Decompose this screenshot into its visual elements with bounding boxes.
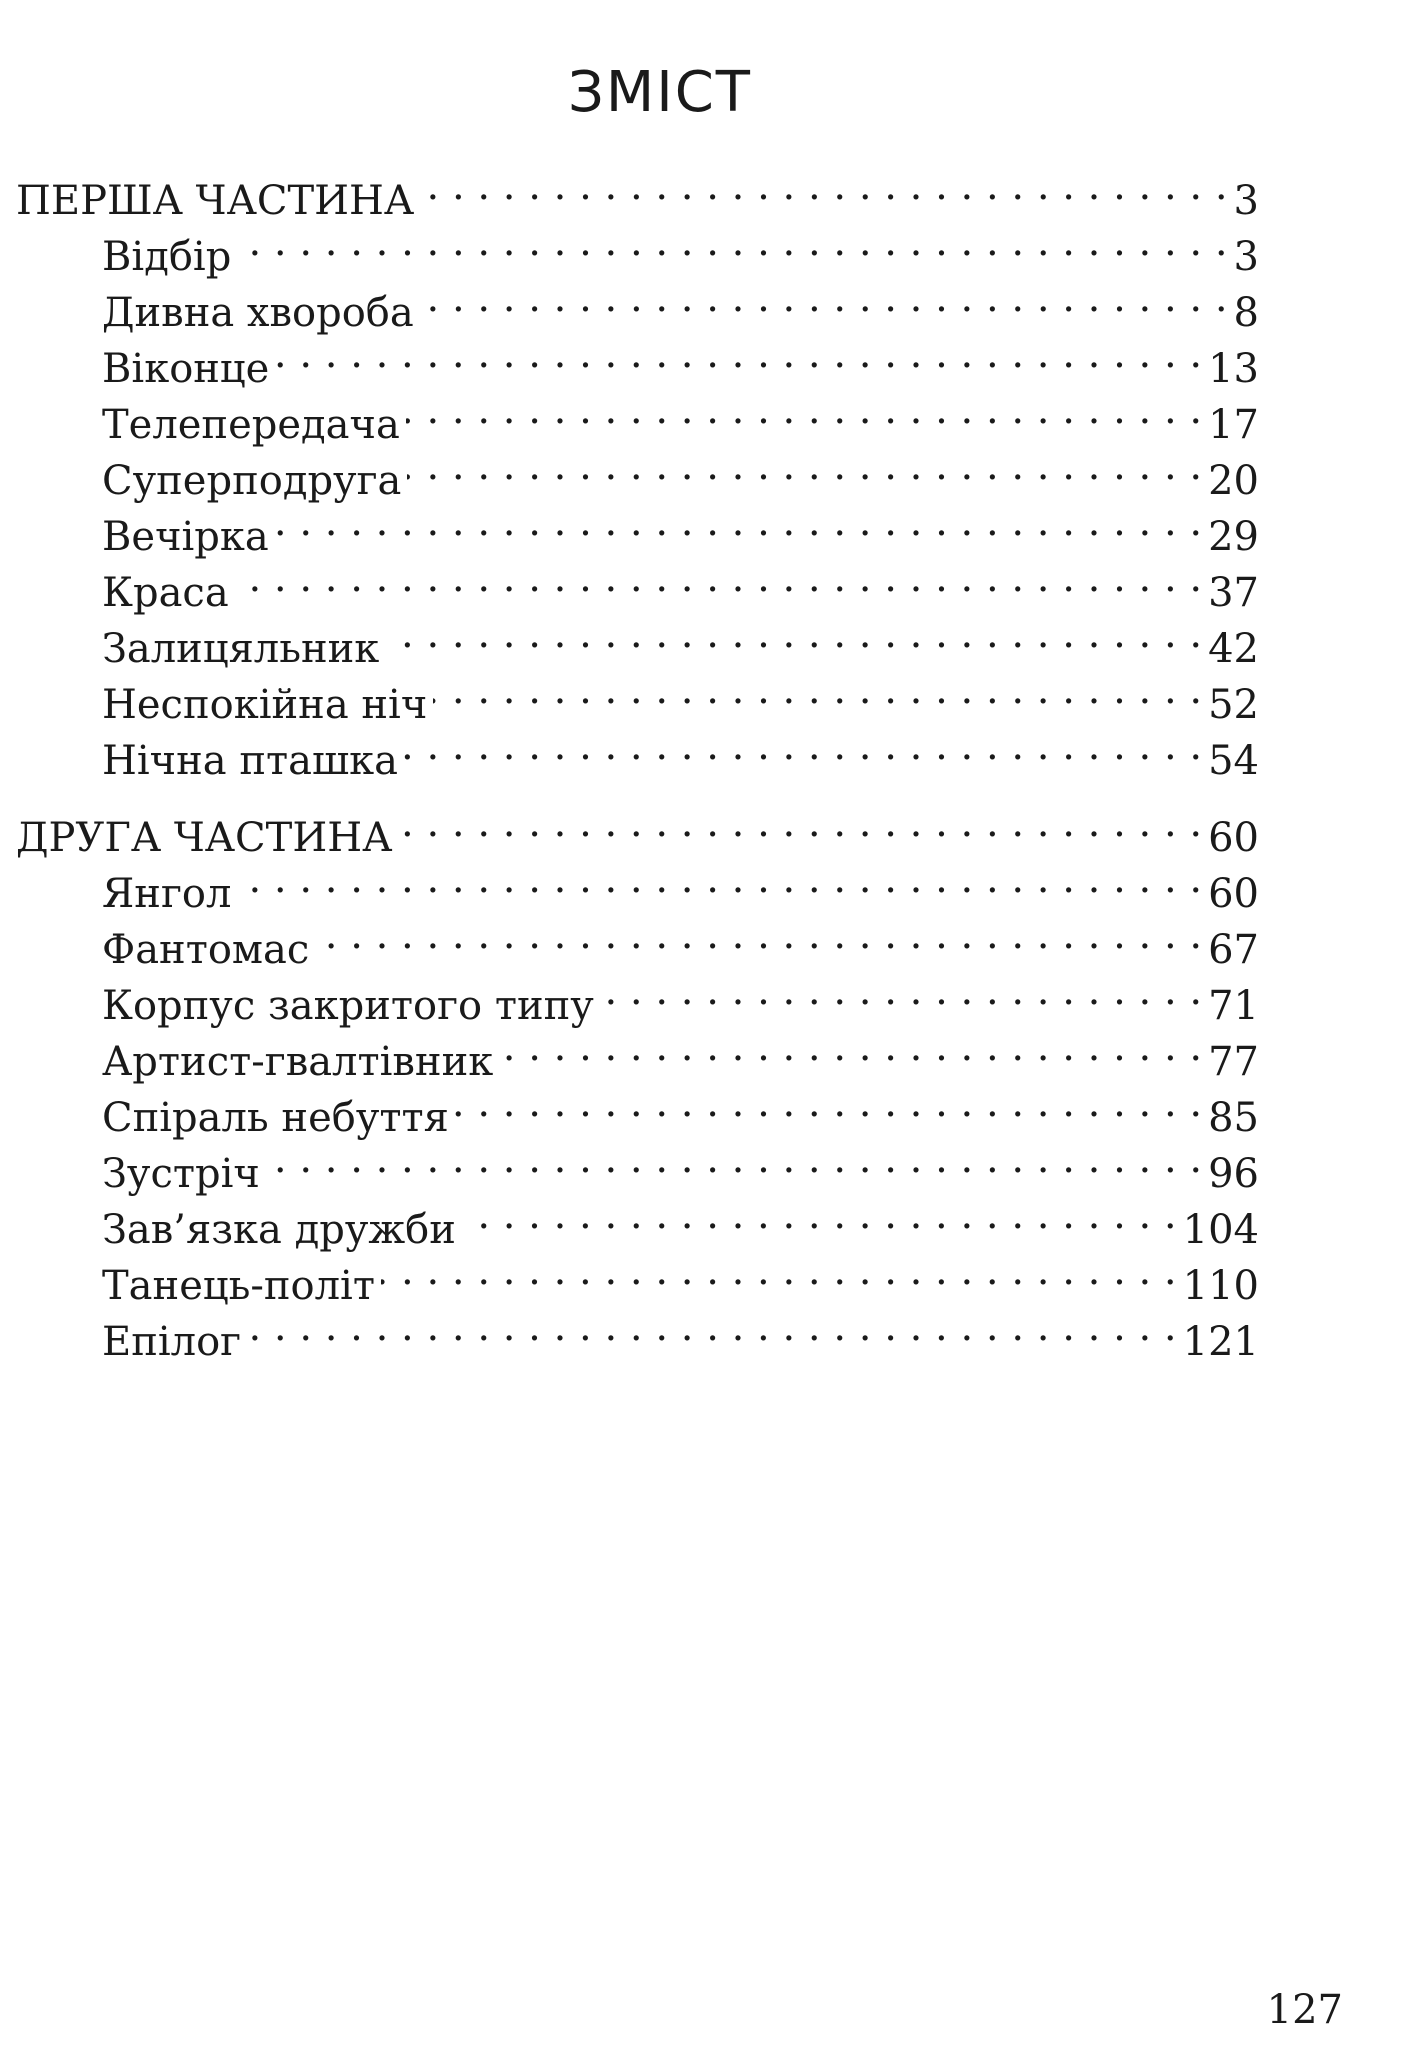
toc-page-number: 104 (1182, 1207, 1259, 1253)
dot-leader (420, 270, 1228, 326)
toc-page-number: 37 (1208, 570, 1259, 616)
toc-chapter-label: Янгол (102, 871, 232, 917)
toc-page-number: 60 (1208, 815, 1259, 861)
toc-part-2[interactable] (16, 795, 1259, 861)
dot-leader (266, 1131, 1202, 1187)
dot-leader (381, 1243, 1177, 1299)
page-title: ЗМІСТ (567, 59, 753, 125)
dot-leader (235, 550, 1202, 606)
dot-leader (462, 1187, 1177, 1243)
toc-page-number: 67 (1208, 927, 1259, 973)
toc-chapter-label: Віконце (102, 346, 270, 392)
toc-page-number: 13 (1208, 346, 1259, 392)
toc-page-number: 77 (1208, 1039, 1259, 1085)
toc-page-number: 85 (1208, 1095, 1259, 1141)
dot-leader (499, 1019, 1202, 1075)
toc-page-number: 29 (1208, 514, 1259, 560)
toc-page-number: 42 (1208, 626, 1259, 672)
dot-leader (247, 1299, 1177, 1355)
toc-chapter-label: Зав’язка дружби (102, 1207, 456, 1253)
toc-page-number: 3 (1233, 234, 1259, 280)
toc-chapter-label: Фантомас (102, 927, 310, 973)
toc-chapter-label: Дивна хвороба (102, 290, 414, 336)
dot-leader (600, 963, 1202, 1019)
toc-page-number: 60 (1208, 871, 1259, 917)
toc-chapter-label: Залицяльник (102, 626, 380, 672)
dot-leader (406, 382, 1202, 438)
toc-chapter-label: Суперподруга (102, 458, 402, 504)
toc-chapter-label: Спіраль небуття (102, 1095, 449, 1141)
toc-chapter-label: Корпус закритого типу (102, 983, 594, 1029)
toc-part-label: ПЕРША ЧАСТИНА (16, 178, 415, 224)
dot-leader (433, 662, 1202, 718)
toc-chapter-label: Краса (102, 570, 229, 616)
toc-page-number: 52 (1208, 682, 1259, 728)
toc-page-number: 17 (1208, 402, 1259, 448)
dot-leader (275, 494, 1202, 550)
dot-leader (404, 718, 1202, 774)
toc-page-number: 3 (1233, 178, 1259, 224)
toc-chapter-label: Нічна пташка (102, 738, 399, 784)
toc-chapter-label: Неспокійна ніч (102, 682, 428, 728)
toc-page-number: 8 (1233, 290, 1259, 336)
dot-leader (420, 158, 1227, 214)
dot-leader (455, 1075, 1202, 1131)
toc-chapter-label: Телепередача (102, 402, 400, 448)
toc-page-number: 96 (1208, 1151, 1259, 1197)
toc-page-number: 20 (1208, 458, 1259, 504)
dot-leader (407, 438, 1202, 494)
toc-chapter-label: Відбір (102, 234, 232, 280)
dot-leader (275, 326, 1202, 382)
dot-leader (315, 907, 1202, 963)
toc-chapter-label: Вечірка (102, 514, 269, 560)
table-of-contents (16, 158, 1259, 1365)
page-number: 127 (1266, 1987, 1343, 2033)
toc-part-1[interactable] (16, 158, 1259, 224)
toc-page-number: 71 (1208, 983, 1259, 1029)
toc-page-number: 121 (1182, 1319, 1259, 1365)
toc-part-label: ДРУГА ЧАСТИНА (16, 815, 393, 861)
toc-chapter-label: Артист-гвалтівник (102, 1039, 494, 1085)
toc-page-number: 110 (1182, 1263, 1259, 1309)
toc-page-number: 54 (1208, 738, 1259, 784)
dot-leader (237, 214, 1227, 270)
dot-leader (398, 795, 1202, 851)
toc-chapter-label: Зустріч (102, 1151, 260, 1197)
toc-chapter-label: Епілог (102, 1319, 242, 1365)
toc-chapter-label: Танець-політ (102, 1263, 375, 1309)
dot-leader (237, 851, 1202, 907)
dot-leader (385, 606, 1202, 662)
